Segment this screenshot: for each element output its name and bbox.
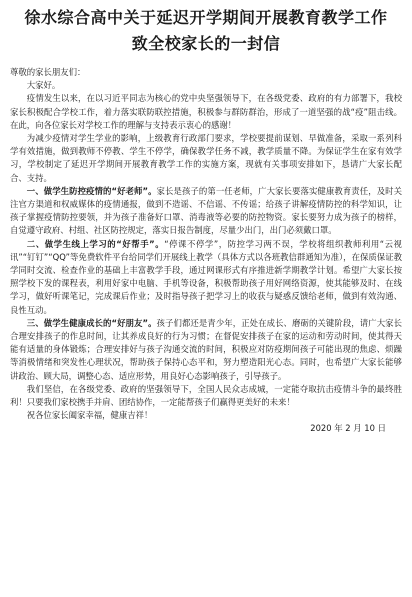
title-line-2: 致全校家长的一封信 bbox=[131, 34, 281, 53]
section-2-body: “停课不停学”，防控学习两不误，学校将组织教师利用“云视讯”“钉钉”“QQ”等免费软件平台给同学们开展线上教学（具体方式以各班教信群通知为准），在保质保证教学同时交流、检查作业的基础上丰富教学手段，通过网课形式有序推进新学期教学计划。希望广大家长按照学校下发的课程表，利用好家中电脑、手机等设备，积极帮助孩子用好网络资源，使其能够及时、在线学习，做好听课笔记，完成课后作业；及时指导孩子把学习上的收获与疑惑反馈给老师，做到有效沟通、良性互动。 bbox=[10, 238, 403, 315]
letter-body bbox=[10, 66, 402, 436]
section-3-heading: 三、做学生健康成长的“好朋友”。 bbox=[26, 317, 157, 328]
paragraph-end: 我们坚信，在各级党委、政府的坚强领导下，全国人民众志成城，一定能夺取抗击疫情斗争的最终胜利！只要我们家校携手并肩、团结协作，一定能帮孩子们赢得更美好的未来！ bbox=[10, 383, 402, 408]
paragraph-1: 疫情发生以来，在以习近平同志为核心的党中央坚强领导下，在各级党委、政府的有力部署下，我校家长积极配合学校工作，着力落实联防联控措施，积极参与群防群治，形成了一道坚强的战“疫”阻击线。在此，向各位家长对学校工作的理解与支持表示衷心的感谢！ bbox=[10, 93, 402, 130]
section-1 bbox=[10, 185, 402, 238]
section-2 bbox=[10, 238, 402, 317]
greeting: 大家好。 bbox=[26, 80, 61, 91]
paragraph-2: 为减少疫情对学生学业的影响，上级教育行政部门要求，学校要提前谋划、早做准备，采取一系列科学有效措施，做到教师不停教、学生不停学，确保教学任务不减，教学质量不降。为保证学生在家有效学习，学校制定了延迟开学期间开展教育教学工作的实施方案，现就有关事项安排如下，恳请广大家长配合、支持。 bbox=[10, 133, 402, 183]
letter-date: 2020 年 2 月 10 日 bbox=[310, 423, 386, 434]
title-line-1: 徐水综合高中关于延迟开学期间开展教育教学工作 bbox=[24, 8, 388, 27]
section-3-body: 孩子们都还是青少年，正处在成长、磨砺的关键阶段，请广大家长合理安排孩子的作息时间，让其养成良好的行为习惯；在督促安排孩子在家的运动和劳动时间，使其得天能有适量的身体锻炼；合理安排好与孩子沟通交流的时间，积极应对防疫期间孩子可能出现的焦虑、烦躁等消极情绪和突发性心理状况，帮助孩子保持心态平和，努力塑造阳光心态。同时，也希望广大家长能够讲政治、顾大局，调整心态、适应形势，用良好心态影响孩子，引导孩子。 bbox=[10, 317, 403, 381]
salutation: 尊敬的家长朋友们： bbox=[10, 67, 86, 77]
section-2-heading: 二、做学生线上学习的“好帮手”。 bbox=[26, 238, 165, 249]
section-1-body: 家长是孩子的第一任老师，广大家长要落实健康教育责任，及时关注官方渠道和权威媒体的疫情通报，做到不造谣、不信谣、不传谣；给孩子讲解疫情防控的科学知识，让孩子掌握疫情防控要领，并为孩子准备好口罩、消毒液等必要的防控物资。家长要努力成为孩子的榜样，自觉遵守政府、村组、社区防控规定，落实日报告制度，尽量少出门，出门必须戴口罩。 bbox=[10, 185, 403, 236]
closing: 祝各位家长阖家幸福，健康吉祥！ bbox=[26, 410, 153, 421]
section-3 bbox=[10, 317, 402, 383]
section-1-heading: 一、做学生防控疫情的“好老师”。 bbox=[26, 185, 157, 196]
